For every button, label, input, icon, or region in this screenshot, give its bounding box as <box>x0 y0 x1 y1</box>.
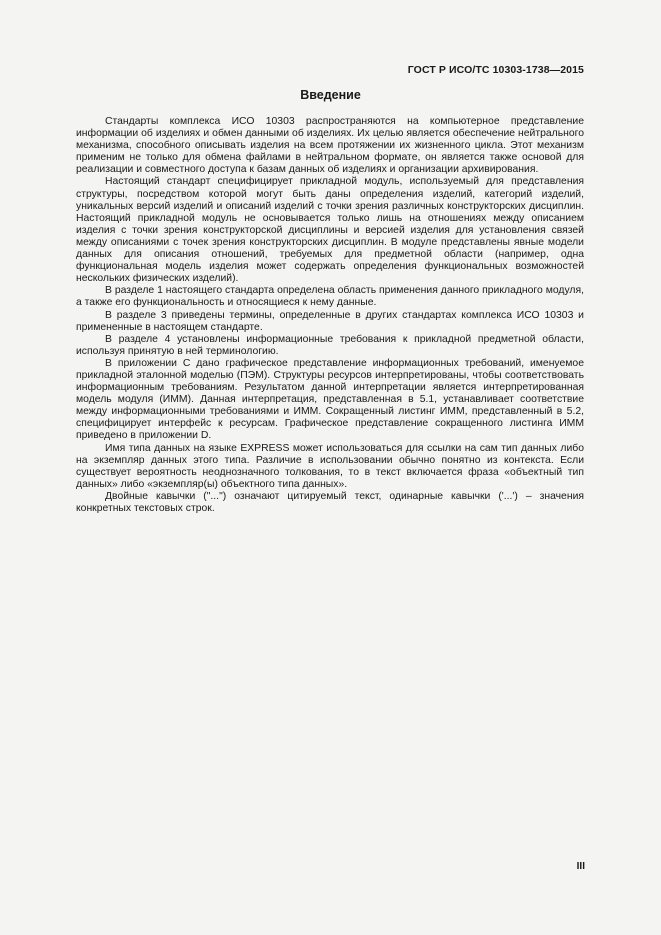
page-number: III <box>576 861 585 872</box>
paragraph: В разделе 3 приведены термины, определенные в других стандартах комплекса ИСО 10303 и примененные в настоящем стандарте. <box>76 309 584 333</box>
section-title: Введение <box>300 88 361 102</box>
paragraph: В разделе 1 настоящего стандарта определена область применения данного прикладного модуля, а также его функциональность и относящиеся к нему данные. <box>76 285 584 309</box>
paragraph: В приложении С дано графическое представление информационных требований, именуемое прикладной эталонной моделью (ПЭМ). Структуры ресурсов интерпретированы, чтобы соответствовать информационным требованиям. Результатом данной интерпретации является интерпретированная модель модуля (ИММ). Данная интерпретация, представленная в 5.1, устанавливает соответствие между информационными требованиями и ИММ. Сокращенный листинг ИММ, представленный в 5.2, специфицирует интерфейс к ресурсам. Графическое представление сокращенного листинга ИММ приведено в приложении D. <box>76 357 584 442</box>
paragraph: Стандарты комплекса ИСО 10303 распространяются на компьютерное представление информации об изделиях и обмен данными об изделиях. Их целью является обеспечение нейтрального механизма, способного описывать изделия на всем протяжении их жизненного цикла. Этот механизм применим не только для обмена файлами в нейтральном формате, он является также основой для реализации и совместного доступа к базам данных об изделиях и организации архивирования. <box>76 116 584 176</box>
body-text <box>76 116 584 515</box>
standard-code-header: ГОСТ Р ИСО/ТС 10303-1738—2015 <box>407 64 584 76</box>
paragraph: Имя типа данных на языке EXPRESS может использоваться для ссылки на сам тип данных либо на экземпляр данных этого типа. Различие в использовании обычно понятно из контекста. Если существует вероятность неоднозначного толкования, то в текст включается фраза «объектный тип данных» либо «экземпляр(ы) объектного типа данных». <box>76 442 584 490</box>
paragraph: Настоящий стандарт специфицирует прикладной модуль, используемый для представления структуры, посредством которой могут быть даны определения изделий, категорий изделий, уникальных версий изделий и описаний изделий с точки зрения различных конструкторских дисциплин. Настоящий прикладной модуль не основывается только лишь на отношениях между описанием изделия с точки зрения конструкторской дисциплины и версией изделия для установления связей между описаниями с точек зрения конструкторских дисциплин. В модуле представлены явные модели данных для описания отношений, требуемых для предметной области (например, одна функциональная модель изделия может содержать определения функциональных возможностей нескольких физических изделий). <box>76 176 584 285</box>
paragraph: В разделе 4 установлены информационные требования к прикладной предметной области, используя принятую в ней терминологию. <box>76 333 584 357</box>
paragraph: Двойные кавычки ("...") означают цитируемый текст, одинарные кавычки ('...') – значения конкретных текстовых строк. <box>76 490 584 514</box>
